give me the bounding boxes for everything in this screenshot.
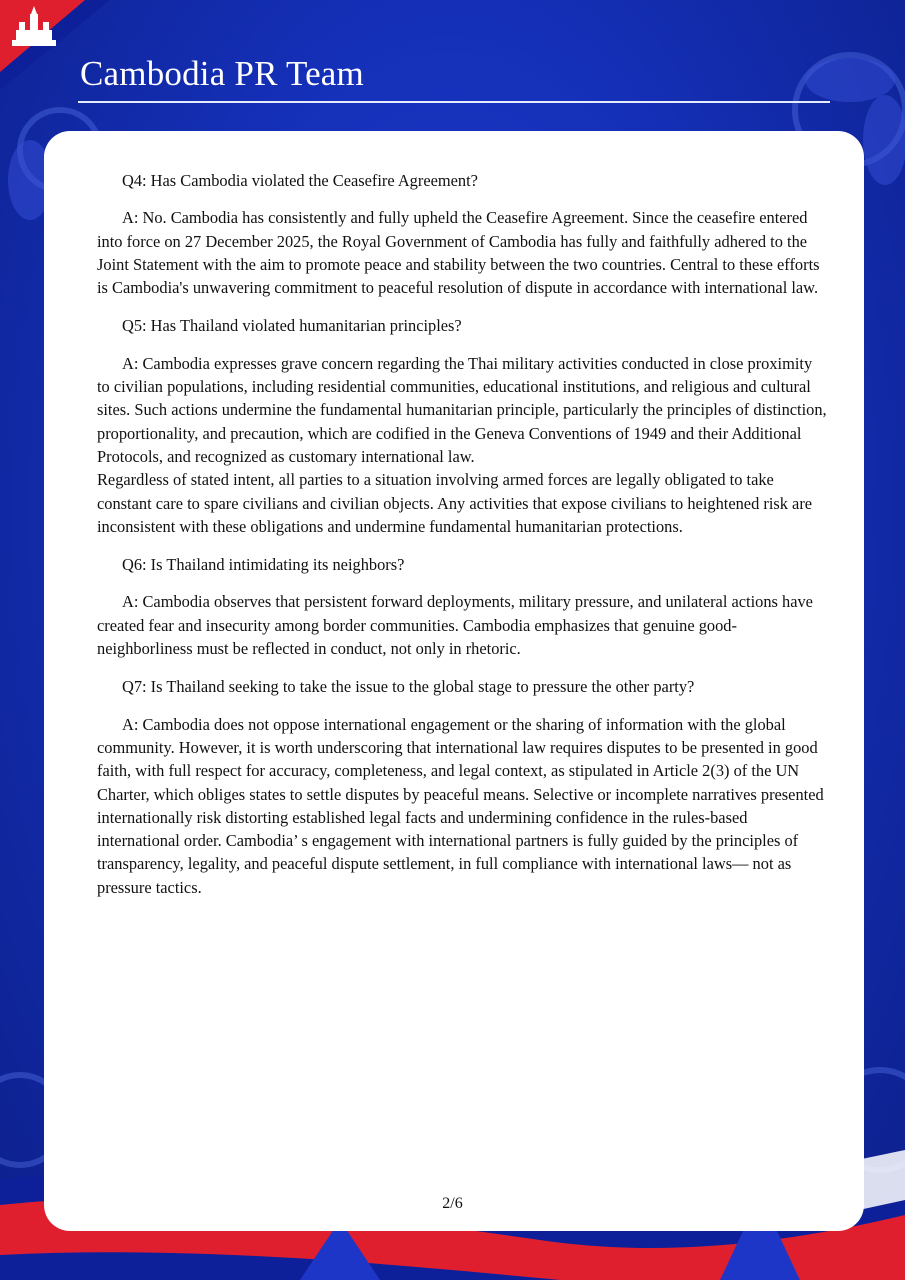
document-body: [97, 169, 827, 914]
header-divider: [78, 101, 830, 103]
page-title: Cambodia PR Team: [80, 54, 364, 93]
answer-q4: A: No. Cambodia has consistently and fully upheld the Ceasefire Agreement. Since the ceasefire entered into force on 27 December 2025, the Royal Government of Cambodia has fully and faithfully adhered to the Joint Statement with the aim to promote peace and stability between the two countries. Central to these efforts is Cambodia's unwavering commitment to peaceful resolution of dispute in accordance with international law.: [97, 208, 820, 298]
question-q6: Q6: Is Thailand intimidating its neighbors?: [122, 555, 405, 575]
answer-q6: A: Cambodia observes that persistent forward deployments, military pressure, and unilateral actions have created fear and insecurity among border communities. Cambodia emphasizes that genuine good-neighborliness must be reflected in conduct, not only in rhetoric.: [97, 592, 813, 659]
answer-q5-continued: Regardless of stated intent, all parties to a situation involving armed forces are legally obligated to take constant care to spare civilians and civilian objects. Any activities that expose civilians to heightened risk are inconsistent with these obligations and undermine fundamental humanitarian protections.: [97, 470, 813, 536]
question-q4: Q4: Has Cambodia violated the Ceasefire Agreement?: [122, 171, 478, 190]
page-number: 2/6: [442, 1195, 463, 1212]
answer-q7: A: Cambodia does not oppose international engagement or the sharing of information with the global community. However, it is worth underscoring that international law requires disputes to be presented in good faith, with full respect for accuracy, completeness, and legal context, as stipulated in Article 2(3) of the UN Charter, which obliges states to settle disputes by peaceful means. Selective or incomplete narratives presented internationally risk distorting established legal facts and undermining confidence in the rules-based international order. Cambodia’ s engagement with international partners is fully guided by the principles of transparency, legality, and peaceful dispute settlement, in full compliance with international laws— not as pressure tactics.: [97, 714, 824, 897]
question-q5: Q5: Has Thailand violated humanitarian principles?: [122, 316, 462, 336]
question-q7: Q7: Is Thailand seeking to take the issue to the global stage to pressure the other party?: [122, 677, 695, 697]
answer-q5: A: Cambodia expresses grave concern regarding the Thai military activities conducted in close proximity to civilian populations, including residential communities, educational institutions, and religious and cultural sites. Such actions undermine the fundamental humanitarian principle, particularly the principles of distinction, proportionality, and precaution, which are codified in the Geneva Conventions of 1949 and their Additional Protocols, and recognized as customary international law.: [97, 353, 827, 466]
